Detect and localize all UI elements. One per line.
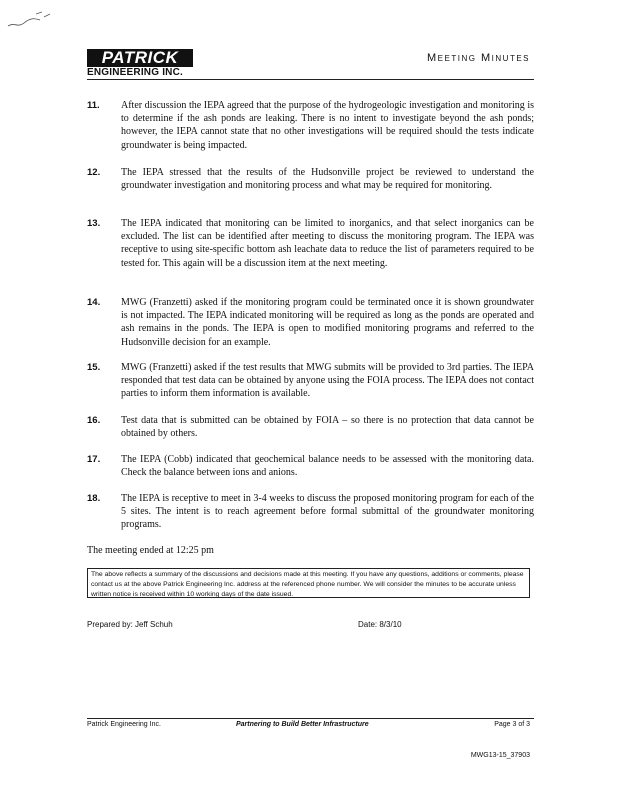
prepared-date: Date: 8/3/10 bbox=[358, 620, 402, 629]
item-text: After discussion the IEPA agreed that the purpose of the hydrogeologic investigation and monitoring is to determine if the ash ponds are leaking. There is no intent to investigate beyond the ash ponds; however, the IEPA cannot state that no other investigations will be required should the tests indicate groundwater is being impacted. bbox=[121, 100, 534, 151]
item-number: 15. bbox=[87, 362, 101, 373]
item-text: The IEPA (Cobb) indicated that geochemical balance needs to be assessed with the monitoring data. Check the balance between ions and anions. bbox=[121, 454, 534, 479]
item-text: The IEPA indicated that monitoring can be limited to inorganics, and that select inorganics can be excluded. The list can be identified after meeting to discuss the monitoring program. The IEPA was receptive to using site-specific bottom ash leachate data to reduce the list of parameters required to be tested for. This again will be a discussion item at the next meeting. bbox=[121, 218, 534, 269]
item-text: The IEPA stressed that the results of the Hudsonville project be reviewed to understand the groundwater investigation and monitoring process and what may be required for monitoring. bbox=[121, 167, 534, 192]
item-number: 14. bbox=[87, 297, 101, 308]
minutes-item bbox=[87, 296, 534, 349]
item-text: MWG (Franzetti) asked if the monitoring program could be terminated once it is shown groundwater is not impacted. The IEPA indicated monitoring will be required as long as the ponds are operated and ash remains in the ponds. The IEPA is open to modified monitoring programs and referred to the Hudsonville decision for an example. bbox=[121, 297, 534, 348]
item-number: 18. bbox=[87, 493, 101, 504]
item-number: 12. bbox=[87, 167, 101, 178]
item-text: The IEPA is receptive to meet in 3-4 weeks to discuss the proposed monitoring program for each of the 5 sites. The intent is to reach agreement before formal submittal of the groundwater monitoring programs. bbox=[121, 493, 534, 531]
item-text: MWG (Franzetti) asked if the test results that MWG submits will be provided to 3rd parties. The IEPA responded that test data can be obtained by anyone using the FOIA process. The IEPA does not contact parties to inform them information is available. bbox=[121, 362, 534, 400]
minutes-item bbox=[87, 99, 534, 152]
footer-tagline: Partnering to Build Better Infrastructure bbox=[236, 721, 369, 728]
footer-divider bbox=[87, 718, 534, 719]
item-number: 16. bbox=[87, 415, 101, 426]
footer-company: Patrick Engineering Inc. bbox=[87, 721, 161, 728]
item-number: 11. bbox=[87, 100, 100, 111]
company-logo-subtitle: ENGINEERING INC. bbox=[87, 67, 183, 78]
minutes-item bbox=[87, 453, 534, 479]
prepared-by: Prepared by: Jeff Schuh bbox=[87, 620, 173, 629]
minutes-item bbox=[87, 414, 534, 440]
minutes-item bbox=[87, 492, 534, 532]
company-logo: PATRICK bbox=[87, 49, 193, 67]
minutes-item bbox=[87, 217, 534, 270]
meeting-end-note: The meeting ended at 12:25 pm bbox=[87, 545, 214, 556]
handwritten-mark bbox=[6, 8, 56, 34]
disclaimer-box: The above reflects a summary of the discussions and decisions made at this meeting. If you have any questions, additions or comments, please contact us at the above Patrick Engineering Inc. address at the referenced phone number. We will consider the minutes to be accurate unless written notice is received within 10 working days of the date issued. bbox=[87, 568, 530, 598]
document-title: Meeting Minutes bbox=[427, 52, 530, 64]
page-number: Page 3 of 3 bbox=[494, 721, 530, 728]
item-text: Test data that is submitted can be obtained by FOIA – so there is no protection that data cannot be obtained by others. bbox=[121, 415, 534, 440]
header-divider bbox=[87, 79, 534, 80]
document-id: MWG13-15_37903 bbox=[470, 752, 530, 759]
minutes-item bbox=[87, 166, 534, 192]
item-number: 17. bbox=[87, 454, 101, 465]
item-number: 13. bbox=[87, 218, 101, 229]
minutes-item bbox=[87, 361, 534, 401]
